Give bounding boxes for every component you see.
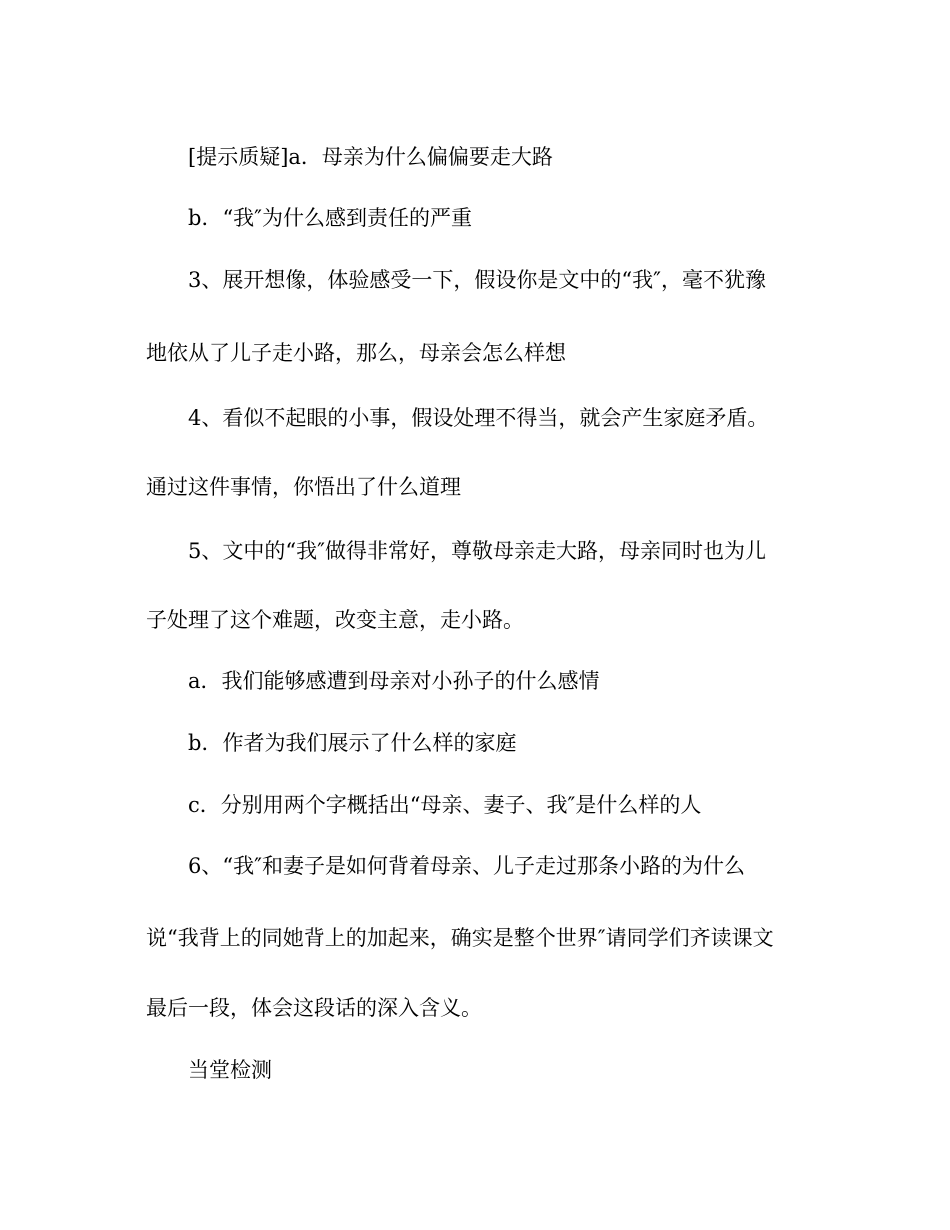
- text-line-item-3: 3、展开想像，体验感受一下，假设你是文中的“我″，毫不犹豫: [188, 268, 766, 292]
- text-line-item-6-cont: 说“我背上的同她背上的加起来，确实是整个世界″请同学们齐读课文: [146, 926, 774, 950]
- text-line-question-5a: a．我们能够感遭到母亲对小孙子的什么感情: [188, 669, 600, 693]
- text-line-item-5-cont: 子处理了这个难题，改变主意，走小路。: [146, 608, 524, 632]
- text-line-item-6: 6、“我″和妻子是如何背着母亲、儿子走过那条小路的为什么: [188, 854, 745, 878]
- text-line-item-4: 4、看似不起眼的小事，假设处理不得当，就会产生家庭矛盾。: [188, 406, 769, 430]
- text-line-item-5: 5、文中的“我″做得非常好，尊敬母亲走大路，母亲同时也为儿: [188, 539, 766, 563]
- text-line-question-5c: c．分别用两个字概括出“母亲、妻子、我″是什么样的人: [188, 793, 702, 817]
- section-heading-in-class-test: 当堂检测: [188, 1058, 272, 1082]
- text-line-item-6-end: 最后一段，体会这段话的深入含义。: [146, 996, 482, 1020]
- text-line-question-5b: b．作者为我们展示了什么样的家庭: [188, 731, 517, 755]
- text-line-question-b: b．“我″为什么感到责任的严重: [188, 206, 473, 230]
- text-line-hint-question-a: [提示质疑]a．母亲为什么偏偏要走大路: [188, 145, 553, 169]
- text-line-item-4-cont: 通过这件事情，你悟出了什么道理: [146, 475, 461, 499]
- text-line-item-3-cont: 地依从了儿子走小路，那么，母亲会怎么样想: [146, 341, 566, 365]
